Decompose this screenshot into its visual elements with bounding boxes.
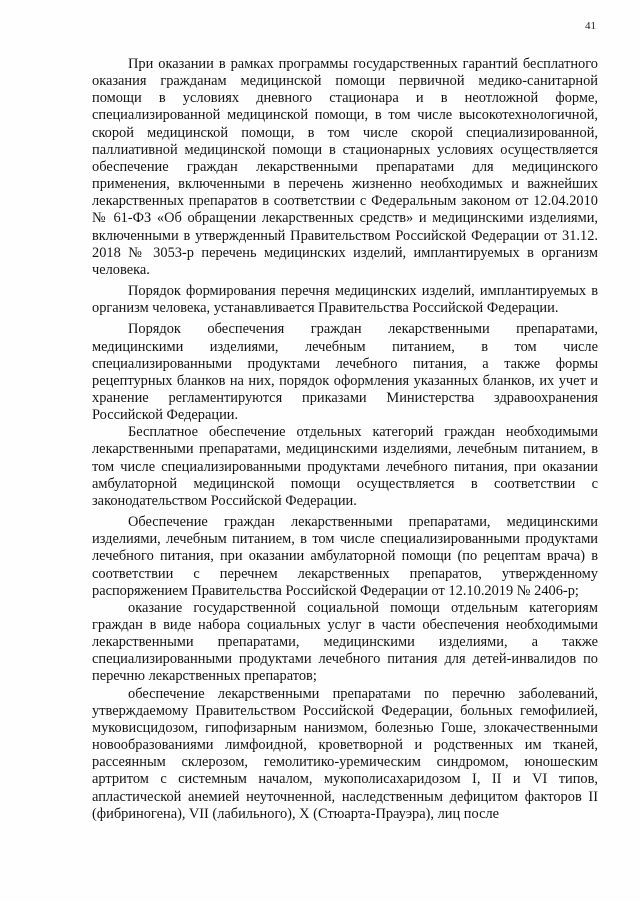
page-number: 41 xyxy=(585,20,596,32)
paragraph-outpatient-provision: Обеспечение граждан лекарственными препаратами, медицинскими изделиями, лечебным питанием, в том числе специализированными продуктами лечебного питания, при оказании амбулаторной помощи (по рецептам врача) в соответствии с перечнем лекарственных препаратов, утвержденному распоряжением Правительства Российской Федерации от 12.10.2019 № 2406-р; xyxy=(92,514,598,599)
paragraph-social-assistance: оказание государственной социальной помощи отдельным категориям граждан в виде набора социальных услуг в части обеспечения необходимыми лекарственными препаратами, медицинскими изделиями, а также специализированными продуктами лечебного питания для детей-инвалидов по перечню лекарственных препаратов; xyxy=(92,599,598,685)
paragraph-disease-list-provision: обеспечение лекарственными препаратами по перечню заболеваний, утверждаемому Правительством Российской Федерации, больных гемофилией, муковисцидозом, гипофизарным нанизмом, болезнью Гоше, злокачественными новообразованиями лимфоидной, кроветворной и родственных им тканей, рассеянным склерозом, гемолитико-уремическим синдромом, юношеским артритом с системным началом, мукополисахаридозом I, II и VI типов, апластической анемией неуточненной, наследственным дефицитом факторов II (фибриногена), VII (лабильного), X (Стюарта-Прауэра), лиц после xyxy=(92,685,598,822)
paragraph-drug-provision-guarantees: При оказании в рамках программы государственных гарантий бесплатного оказания гражданам медицинской помощи первичной медико-санитарной помощи в условиях дневного стационара и в неотложной форме, специализированной медицинской помощи, в том числе высокотехнологичной, скорой медицинской помощи, в том числе скорой специализированной, паллиативной медицинской помощи в стационарных условиях осуществляется обеспечение граждан лекарственными препаратами для медицинского применения, включенными в перечень жизненно необходимых и важнейших лекарственных препаратов в соответствии с Федеральным законом от 12.04.2010 № 61-ФЗ «Об обращении лекарственных средств» и медицинскими изделиями, включенными в утвержденный Правительством Российской Федерации от 31.12. 2018 № 3053-р перечень медицинских изделий, имплантируемых в организм человека. xyxy=(92,56,598,278)
paragraph-implant-list-procedure: Порядок формирования перечня медицинских изделий, имплантируемых в организм человека, устанавливается Правительства Российской Федерации. xyxy=(92,283,598,317)
paragraph-prescription-forms-procedure: Порядок обеспечения граждан лекарственными препаратами, медицинскими изделиями, лечебным питанием, в том числе специализированными продуктами лечебного питания, а также формы рецептурных бланков на них, порядок оформления указанных бланков, их учет и хранение регламентируются приказами Министерства здравоохранения Российской Федерации. xyxy=(92,321,598,424)
paragraph-free-provision-categories: Бесплатное обеспечение отдельных категорий граждан необходимыми лекарственными препаратами, медицинскими изделиями, лечебным питанием, в том числе специализированными продуктами лечебного питания, при оказании амбулаторной медицинской помощи осуществляется в соответствии с законодательством Российской Федерации. xyxy=(92,424,598,509)
document-body xyxy=(92,56,598,823)
